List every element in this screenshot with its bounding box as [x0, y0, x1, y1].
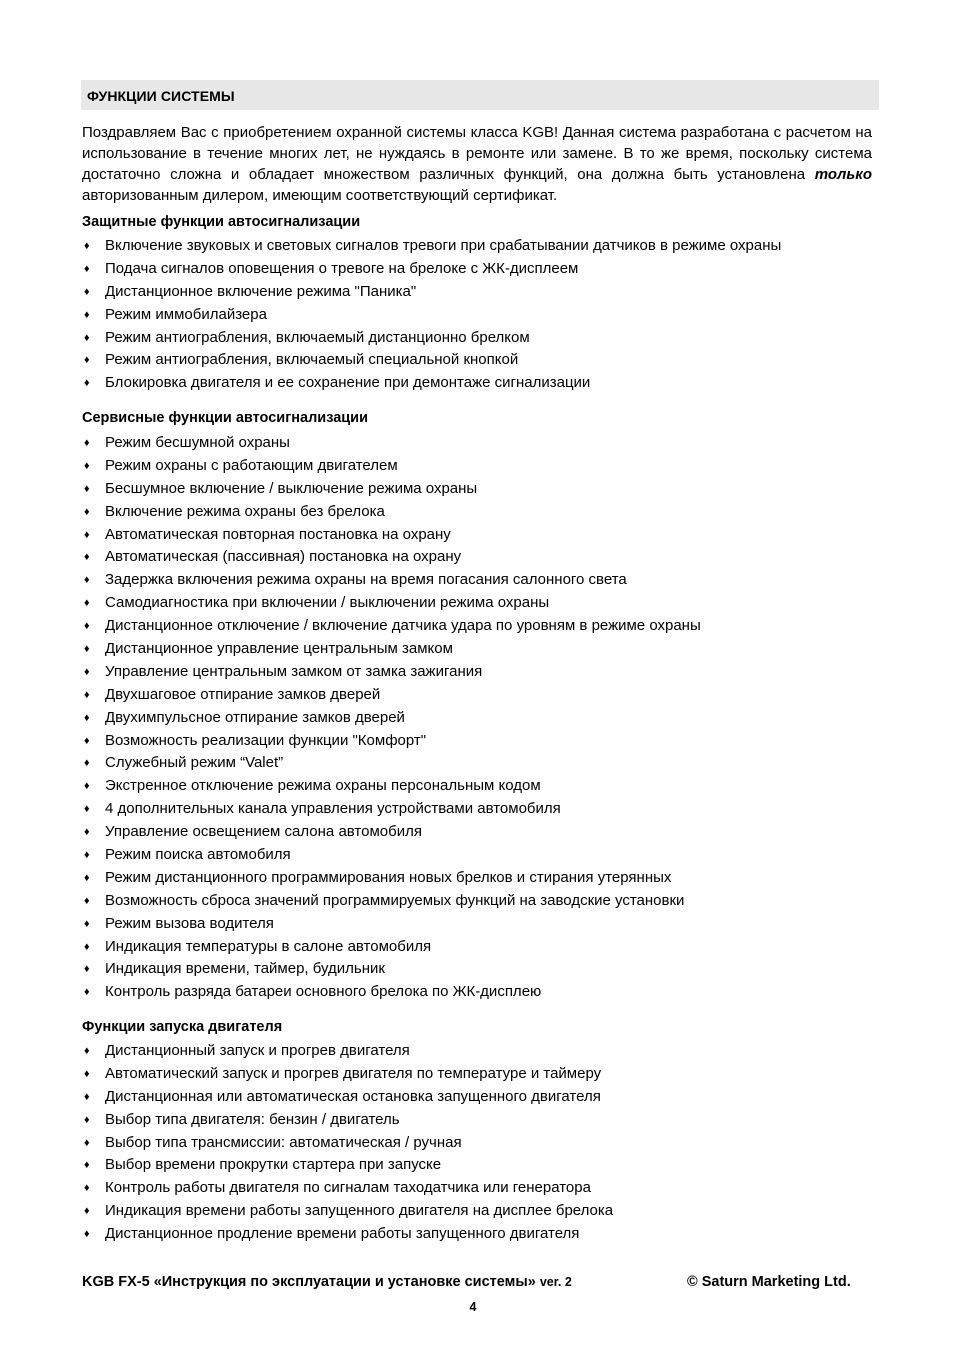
list-item: ♦ Контроль разряда батареи основного брелока по ЖК-дисплею [82, 981, 701, 1004]
diamond-bullet-icon: ♦ [84, 285, 90, 298]
list-item: ♦ Управление центральным замком от замка зажигания [82, 661, 701, 684]
diamond-bullet-icon: ♦ [84, 482, 90, 495]
diamond-bullet-icon: ♦ [84, 597, 90, 610]
diamond-bullet-icon: ♦ [84, 734, 90, 747]
list-item: ♦ Задержка включения режима охраны на время погасания салонного света [82, 569, 701, 592]
diamond-bullet-icon: ♦ [84, 711, 90, 724]
list-item: ♦ Индикация времени, таймер, будильник [82, 958, 701, 981]
list-item: ♦ Режим вызова водителя [82, 913, 701, 936]
diamond-bullet-icon: ♦ [84, 354, 90, 367]
list-item: ♦ Экстренное отключение режима охраны персональным кодом [82, 775, 701, 798]
diamond-bullet-icon: ♦ [84, 1159, 90, 1172]
diamond-bullet-icon: ♦ [84, 643, 90, 656]
diamond-bullet-icon: ♦ [84, 528, 90, 541]
list-item: ♦ Подача сигналов оповещения о тревоге на брелоке с ЖК-дисплеем [82, 258, 781, 281]
list-item: ♦ Двухшаговое отпирание замков дверей [82, 684, 701, 707]
diamond-bullet-icon: ♦ [84, 940, 90, 953]
list-item: ♦ Режим поиска автомобиля [82, 844, 701, 867]
diamond-bullet-icon: ♦ [84, 849, 90, 862]
diamond-bullet-icon: ♦ [84, 574, 90, 587]
service-functions-list [82, 432, 701, 1004]
footer-version: ver. 2 [539, 1275, 572, 1289]
list-item: ♦ Бесшумное включение / выключение режима охраны [82, 478, 701, 501]
diamond-bullet-icon: ♦ [84, 505, 90, 518]
diamond-bullet-icon: ♦ [84, 1136, 90, 1149]
list-item: ♦ Самодиагностика при включении / выключении режима охраны [82, 592, 701, 615]
section-heading-security: Защитные функции автосигнализации [82, 214, 361, 230]
diamond-bullet-icon: ♦ [84, 262, 90, 275]
diamond-bullet-icon: ♦ [84, 986, 90, 999]
list-item: ♦ Индикация времени работы запущенного двигателя на дисплее брелока [82, 1200, 613, 1223]
diamond-bullet-icon: ♦ [84, 1090, 90, 1103]
list-item: ♦ Управление освещением салона автомобиля [82, 821, 701, 844]
diamond-bullet-icon: ♦ [84, 917, 90, 930]
list-item: ♦ Двухимпульсное отпирание замков дверей [82, 707, 701, 730]
list-item: ♦ Режим антиограбления, включаемый специальной кнопкой [82, 349, 781, 372]
engine-start-functions-list [82, 1040, 613, 1246]
diamond-bullet-icon: ♦ [84, 331, 90, 344]
intro-paragraph [82, 122, 872, 206]
list-item: ♦ Выбор типа трансмиссии: автоматическая / ручная [82, 1132, 613, 1155]
list-item: ♦ Режим бесшумной охраны [82, 432, 701, 455]
list-item: ♦ Дистанционное управление центральным замком [82, 638, 701, 661]
list-item: ♦ Дистанционное включение режима "Паника" [82, 281, 781, 304]
list-item: ♦ Дистанционная или автоматическая остановка запущенного двигателя [82, 1086, 613, 1109]
list-item: ♦ Режим дистанционного программирования новых брелков и стирания утерянных [82, 867, 701, 890]
list-item: ♦ Автоматический запуск и прогрев двигателя по температуре и таймеру [82, 1063, 613, 1086]
diamond-bullet-icon: ♦ [84, 826, 90, 839]
footer-copyright: © Saturn Marketing Ltd. [687, 1274, 851, 1290]
diamond-bullet-icon: ♦ [84, 1067, 90, 1080]
list-item: ♦ Выбор времени прокрутки стартера при запуске [82, 1154, 613, 1177]
diamond-bullet-icon: ♦ [84, 1182, 90, 1195]
footer-title-text: KGB FX-5 «Инструкция по эксплуатации и установке системы» [82, 1274, 536, 1290]
list-item: ♦ Режим антиограбления, включаемый дистанционно брелком [82, 327, 781, 350]
list-item: ♦ Возможность реализации функции "Комфорт" [82, 730, 701, 753]
footer-document-title [82, 1274, 572, 1290]
intro-text-2: авторизованным дилером, имеющим соответствующий сертификат. [82, 187, 558, 204]
list-item: ♦ Включение звуковых и световых сигналов тревоги при срабатывании датчиков в режиме охраны [82, 235, 781, 258]
list-item: ♦ Контроль работы двигателя по сигналам таходатчика или генератора [82, 1177, 613, 1200]
list-item: ♦ Режим охраны с работающим двигателем [82, 455, 701, 478]
intro-emphasis: только [814, 166, 872, 183]
diamond-bullet-icon: ♦ [84, 377, 90, 390]
intro-text-1: Поздравляем Вас с приобретением охранной системы класса KGB! Данная система разработана с расчетом на использование в течение многих лет, не нуждаясь в ремонте или замене. В то же время, поскольку система достаточно сложна и обладает множеством различных функций, она должна быть установлена [82, 124, 872, 183]
list-item: ♦ Выбор типа двигателя: бензин / двигатель [82, 1109, 613, 1132]
list-item: ♦ Индикация температуры в салоне автомобиля [82, 936, 701, 959]
diamond-bullet-icon: ♦ [84, 551, 90, 564]
diamond-bullet-icon: ♦ [84, 803, 90, 816]
list-item: ♦ Возможность сброса значений программируемых функций на заводские установки [82, 890, 701, 913]
diamond-bullet-icon: ♦ [84, 665, 90, 678]
diamond-bullet-icon: ♦ [84, 240, 90, 252]
page-title: ФУНКЦИИ СИСТЕМЫ [87, 88, 235, 104]
diamond-bullet-icon: ♦ [84, 780, 90, 793]
list-item: ♦ Дистанционный запуск и прогрев двигателя [82, 1040, 613, 1063]
diamond-bullet-icon: ♦ [84, 894, 90, 907]
list-item: ♦ Автоматическая (пассивная) постановка на охрану [82, 546, 701, 569]
list-item: ♦ Служебный режим “Valet” [82, 752, 701, 775]
page-number: 4 [469, 1300, 477, 1314]
diamond-bullet-icon: ♦ [84, 308, 90, 321]
diamond-bullet-icon: ♦ [84, 1228, 90, 1241]
section-heading-service: Сервисные функции автосигнализации [82, 410, 369, 426]
list-item: ♦ Режим иммобилайзера [82, 304, 781, 327]
diamond-bullet-icon: ♦ [84, 963, 90, 976]
diamond-bullet-icon: ♦ [84, 688, 90, 701]
section-heading-engine-start: Функции запуска двигателя [82, 1019, 283, 1035]
diamond-bullet-icon: ♦ [84, 459, 90, 472]
list-item: ♦ Включение режима охраны без брелока [82, 501, 701, 524]
section-header-band [81, 80, 879, 110]
list-item: ♦ Дистанционное отключение / включение датчика удара по уровням в режиме охраны [82, 615, 701, 638]
diamond-bullet-icon: ♦ [84, 1045, 90, 1057]
list-item: ♦ 4 дополнительных канала управления устройствами автомобиля [82, 798, 701, 821]
diamond-bullet-icon: ♦ [84, 871, 90, 884]
security-functions-list [82, 235, 781, 395]
list-item: ♦ Блокировка двигателя и ее сохранение при демонтаже сигнализации [82, 372, 781, 395]
list-item: ♦ Автоматическая повторная постановка на охрану [82, 524, 701, 547]
diamond-bullet-icon: ♦ [84, 620, 90, 633]
diamond-bullet-icon: ♦ [84, 437, 90, 449]
diamond-bullet-icon: ♦ [84, 757, 90, 770]
list-item: ♦ Дистанционное продление времени работы запущенного двигателя [82, 1223, 613, 1246]
diamond-bullet-icon: ♦ [84, 1205, 90, 1218]
diamond-bullet-icon: ♦ [84, 1113, 90, 1126]
